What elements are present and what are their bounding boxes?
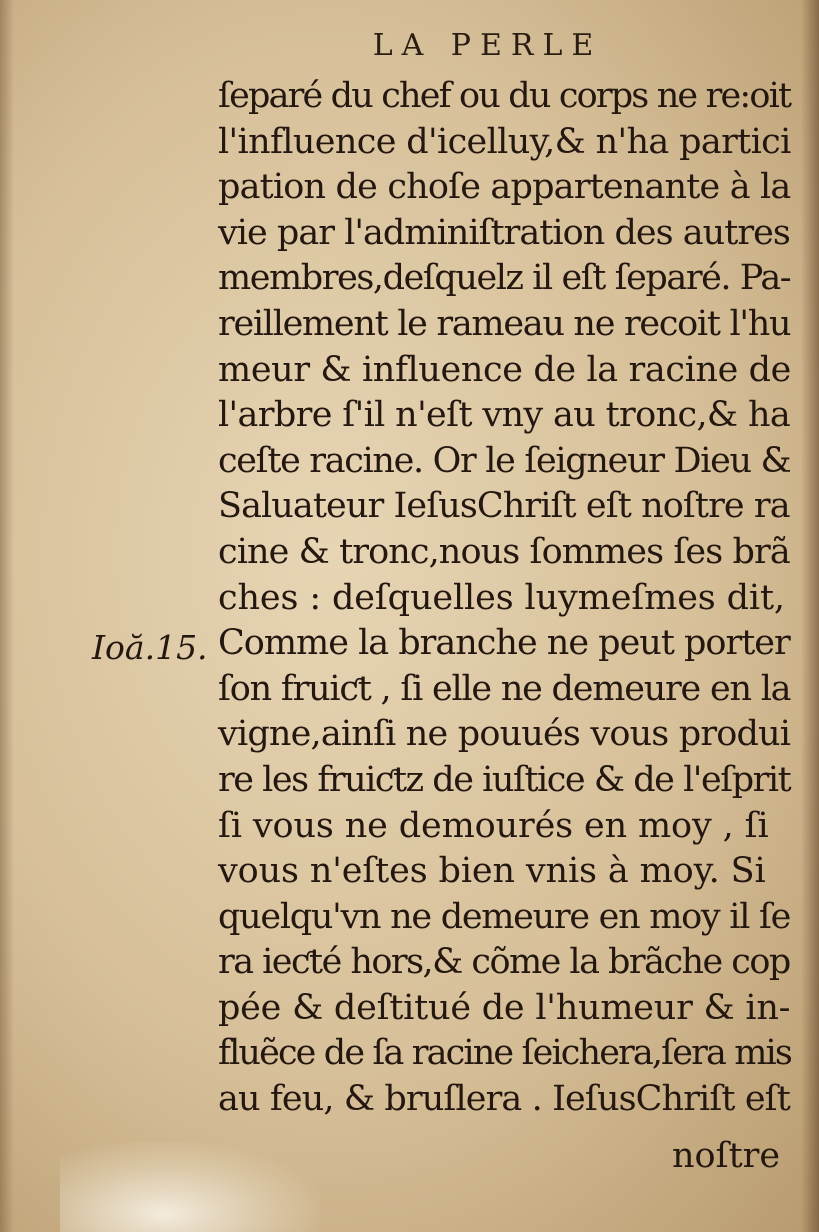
text-line: pée & deſtitué de l'humeur & in- bbox=[218, 987, 791, 1028]
text-line: ſon fruiƈt , ſi elle ne demeure en la bbox=[218, 668, 791, 709]
text-line: ches : deſquelles luymeſmes dit, bbox=[218, 577, 785, 618]
text-line: vous n'eſtes bien vnis à moy. Si bbox=[218, 851, 766, 892]
text-line: membres,deſquelz il eſt ſeparé. Pa- bbox=[218, 258, 791, 299]
text-line: vigne,ainſi ne pouués vous produi bbox=[218, 714, 791, 755]
running-header bbox=[0, 28, 819, 63]
text-line: re les fruiƈtz de iuſtice & de l'eſprit bbox=[218, 759, 791, 800]
text-line: au feu, & bruſlera . IeſusChriſt eſt bbox=[218, 1079, 790, 1120]
text-line: ſi vous ne demourés en moy , ſi bbox=[218, 805, 769, 846]
paper-stain bbox=[60, 1142, 320, 1232]
text-line: ceſte racine. Or le ſeigneur Dieu & bbox=[218, 440, 791, 481]
text-line: quelqu'vn ne demeure en moy il ſe bbox=[218, 896, 791, 937]
text-line: l'arbre ſ'il n'eſt vny au tronc,& ha bbox=[218, 395, 791, 436]
marginal-reference: Ioă.15. bbox=[92, 628, 208, 667]
text-line: ra ieƈté hors,& cõme la brãche cop bbox=[218, 942, 790, 983]
text-line: l'influence d'icelluy,& n'ha partici bbox=[218, 121, 791, 162]
text-line: vie par l'adminiſtration des autres bbox=[218, 212, 790, 253]
page-left-edge-shadow bbox=[0, 0, 14, 1232]
text-line: ſeparé du chef ou du corps ne re:oit bbox=[218, 76, 791, 116]
running-header-text: LA PERLE bbox=[372, 28, 603, 63]
text-line: Comme la branche ne peut porter bbox=[218, 623, 790, 664]
text-line: cine & tronc,nous ſommes ſes brã bbox=[218, 531, 790, 572]
page-right-edge-shadow bbox=[801, 0, 819, 1232]
text-line: pation de choſe appartenante à la bbox=[218, 167, 791, 208]
catchword: noſtre bbox=[672, 1136, 781, 1176]
text-line: reillement le rameau ne recoit l'hu bbox=[218, 303, 791, 344]
body-text bbox=[218, 74, 794, 1123]
text-line: Saluateur IeſusChriſt eſt noſtre ra bbox=[218, 486, 790, 527]
text-line: fluẽce de ſa racine ſeichera,ſera mis bbox=[218, 1033, 791, 1074]
text-line: meur & influence de la racine de bbox=[218, 349, 792, 390]
